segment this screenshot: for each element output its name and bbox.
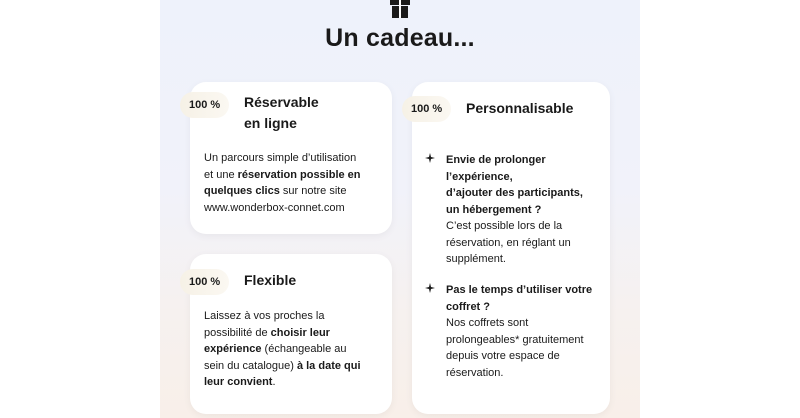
bold-segment: à la date qui bbox=[296, 359, 361, 372]
feature-item-extend-experience bbox=[446, 152, 608, 268]
card-title-line-2: en ligne bbox=[244, 115, 297, 131]
text-segment: réservation. bbox=[446, 366, 504, 379]
promo-panel bbox=[160, 0, 640, 418]
percentage-badge: 100 % bbox=[180, 269, 229, 295]
bold-segment: d’ajouter des participants, bbox=[446, 187, 583, 199]
bold-segment: réservation possible en bbox=[237, 168, 361, 181]
text-segment: Un parcours simple d’utilisation bbox=[204, 152, 357, 164]
gift-icon bbox=[389, 0, 411, 18]
card-title: Personnalisable bbox=[466, 100, 574, 116]
bold-segment: quelques clics bbox=[204, 185, 280, 197]
bold-segment: choisir leur bbox=[270, 326, 330, 339]
card-title: Flexible bbox=[244, 272, 297, 288]
text-segment: (échangeable au bbox=[261, 343, 347, 355]
sparkle-icon bbox=[425, 153, 435, 163]
bold-segment: un hébergement ? bbox=[446, 203, 542, 216]
text-segment: sur notre site bbox=[279, 185, 347, 197]
card-title bbox=[244, 92, 319, 134]
text-segment: depuis votre espace de bbox=[446, 350, 560, 362]
card-title-line-1: Réservable bbox=[244, 94, 319, 110]
card-personnalisable bbox=[412, 82, 610, 414]
feature-item-extend-box bbox=[446, 282, 608, 381]
card-description bbox=[204, 308, 389, 391]
card-flexible bbox=[190, 254, 392, 414]
card-reservable bbox=[190, 82, 392, 234]
page-title: Un cadeau... bbox=[325, 24, 475, 52]
bold-segment: leur convient bbox=[204, 376, 273, 388]
text-segment: Nos coffrets sont bbox=[446, 317, 529, 329]
text-segment: Laissez à vos proches la bbox=[204, 310, 325, 322]
bold-segment: l’expérience, bbox=[446, 170, 513, 183]
bold-segment: coffret ? bbox=[446, 300, 490, 313]
card-description bbox=[204, 150, 389, 216]
text-segment: C’est possible lors de la bbox=[446, 220, 563, 232]
text-segment: sein du catalogue) bbox=[204, 359, 297, 372]
text-segment: réservation, en réglant un bbox=[446, 236, 571, 249]
text-segment: . bbox=[272, 376, 276, 388]
website-text: www.wonderbox-connet.com bbox=[204, 201, 345, 214]
text-segment: et une bbox=[204, 168, 238, 181]
sparkle-icon bbox=[425, 283, 435, 293]
bold-segment: expérience bbox=[204, 343, 262, 355]
bold-segment: Envie de prolonger bbox=[446, 154, 546, 166]
percentage-badge: 100 % bbox=[180, 92, 229, 118]
text-segment: possibilité de bbox=[204, 326, 271, 339]
text-segment: supplément. bbox=[446, 253, 506, 265]
percentage-badge: 100 % bbox=[402, 96, 451, 122]
text-segment: prolongeables* gratuitement bbox=[446, 333, 584, 346]
bold-segment: Pas le temps d’utiliser votre bbox=[446, 284, 593, 296]
